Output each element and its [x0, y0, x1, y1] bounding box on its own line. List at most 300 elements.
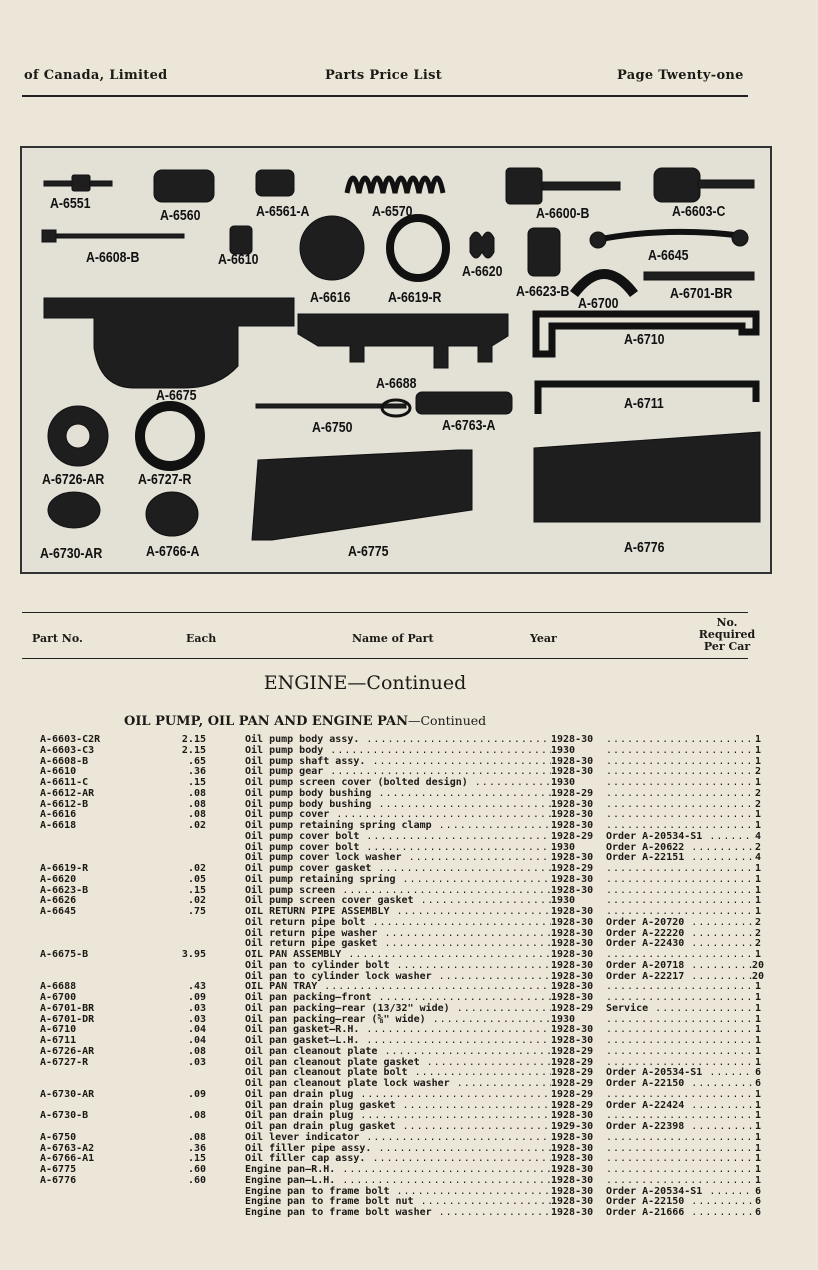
part-name: Oil pan packing—rear (⅝" wide) .....	[245, 1014, 551, 1025]
photo-label: A-6766-A	[146, 544, 200, 560]
part-number: A-6623-B	[40, 884, 89, 896]
part-number: A-6710	[40, 1024, 77, 1036]
model-year: 1928-29	[551, 1002, 594, 1014]
order-reference: Order A-20534-S1 .....	[606, 1067, 754, 1078]
quantity-required: 1	[754, 895, 762, 907]
price-each: .09	[187, 1088, 206, 1100]
order-reference	[606, 766, 754, 777]
model-year: 1928-29	[551, 863, 594, 874]
part-number: A-6612-B	[40, 798, 89, 810]
engine-pan-lh-shape	[534, 432, 760, 522]
table-row	[0, 874, 780, 885]
bushing-shape	[256, 170, 294, 196]
quantity-required: 1	[754, 1164, 762, 1175]
order-reference	[606, 799, 754, 810]
quantity-required: 1	[754, 1110, 762, 1122]
quantity-required: 1	[754, 734, 762, 745]
model-year: 1928-30	[551, 809, 594, 821]
order-reference	[606, 949, 754, 960]
table-row	[0, 852, 780, 863]
price-each: .15	[187, 884, 206, 896]
photo-label: A-6561-A	[256, 204, 310, 220]
order-reference: Order A-22424 .....	[606, 1100, 754, 1111]
model-year: 1928-30	[551, 1035, 594, 1046]
quantity-required: 6	[754, 1207, 762, 1218]
table-row	[0, 917, 780, 928]
screen-shape	[528, 228, 560, 276]
header-rule	[22, 95, 748, 97]
quantity-required: 1	[754, 1099, 762, 1111]
part-number: A-6750	[40, 1131, 77, 1143]
retaining-spring-shape	[470, 232, 494, 258]
table-row	[0, 863, 780, 874]
order-reference: Order A-20534-S1 .....	[606, 831, 754, 842]
col-year: Year	[530, 632, 557, 645]
model-year: 1928-30	[551, 884, 594, 896]
part-name: Oil pump body assy. .....	[245, 734, 551, 745]
order-reference	[606, 1132, 754, 1143]
table-row	[0, 949, 780, 960]
price-each: 2.15	[181, 744, 206, 756]
photo-label: A-6763-A	[442, 418, 496, 434]
part-name: Oil pan cleanout plate .....	[245, 1046, 551, 1057]
photo-label: A-6688	[376, 376, 417, 392]
pump-gear-shape	[230, 226, 252, 254]
table-row	[0, 928, 780, 939]
table-row	[0, 777, 780, 788]
quantity-required: 2	[754, 787, 762, 799]
part-name: Oil pump cover .....	[245, 809, 551, 820]
model-year: 1928-30	[551, 1185, 594, 1197]
part-name: Oil pump gear .....	[245, 766, 551, 777]
model-year: 1928-30	[551, 1131, 594, 1143]
front-packing-shape	[574, 274, 634, 294]
model-year: 1929-30	[551, 1121, 594, 1132]
photo-label: A-6701-BR	[670, 286, 733, 302]
col-required	[692, 617, 762, 653]
header-center: Parts Price List	[325, 68, 443, 83]
model-year: 1928-30	[551, 734, 594, 745]
subsection-continued: —Continued	[407, 713, 487, 728]
parts-photograph	[20, 146, 772, 574]
price-each: .65	[187, 755, 206, 767]
table-row	[0, 1196, 780, 1207]
cleanout-plate-hole-shape	[66, 424, 90, 448]
quantity-required: 2	[754, 798, 762, 810]
table-row	[0, 906, 780, 917]
table-row	[0, 1153, 780, 1164]
quantity-required: 4	[754, 830, 762, 842]
part-name: Engine pan to frame bolt .....	[245, 1186, 551, 1197]
table-header-rule	[22, 658, 748, 659]
quantity-required: 1	[754, 744, 762, 756]
model-year: 1928-30	[551, 1207, 594, 1218]
quantity-required: 2	[754, 916, 762, 928]
price-each: .15	[187, 1153, 206, 1165]
photo-label: A-6570	[372, 204, 413, 220]
quantity-required: 2	[754, 938, 762, 950]
table-row	[0, 971, 780, 982]
filler-pipe-shape	[416, 392, 512, 414]
shaft-b-end-shape	[42, 230, 56, 242]
quantity-required: 20	[751, 959, 765, 971]
table-row	[0, 1089, 780, 1100]
table-row	[0, 992, 780, 1003]
model-year: 1928-30	[551, 959, 594, 971]
part-name: Oil pump cover lock washer .....	[245, 852, 551, 863]
price-each: .75	[187, 906, 206, 917]
order-reference: Order A-22430 .....	[606, 938, 754, 949]
price-each: .08	[187, 1131, 206, 1143]
part-name: Oil pan packing—front .....	[245, 992, 551, 1003]
order-reference	[606, 863, 754, 874]
order-reference: Service .....	[606, 1003, 754, 1014]
pump-body-c-shaft-shape	[698, 180, 754, 188]
rear-packing-shape	[644, 272, 754, 280]
price-each: .36	[187, 1142, 206, 1154]
quantity-required: 1	[754, 981, 762, 993]
photo-label: A-6645	[648, 248, 689, 264]
part-name: OIL RETURN PIPE ASSEMBLY .....	[245, 906, 551, 917]
return-pipe-shape	[596, 232, 744, 240]
order-reference	[606, 906, 754, 917]
quantity-required: 6	[754, 1078, 762, 1089]
part-number: A-6610	[40, 766, 77, 778]
order-reference: Order A-22151 .....	[606, 852, 754, 863]
part-number: A-6730-B	[40, 1110, 89, 1122]
order-reference	[606, 1035, 754, 1046]
part-name: Oil pump cover gasket .....	[245, 863, 551, 874]
order-reference	[606, 745, 754, 756]
model-year: 1928-29	[551, 1088, 594, 1100]
photo-label: A-6710	[624, 332, 665, 348]
price-each: .36	[187, 766, 206, 778]
part-name: Oil pump screen cover gasket .....	[245, 895, 551, 906]
part-number: A-6711	[40, 1035, 77, 1046]
order-reference	[606, 1024, 754, 1035]
table-row	[0, 799, 780, 810]
part-name: Engine pan—L.H. .....	[245, 1175, 551, 1186]
quantity-required: 1	[754, 1035, 762, 1046]
quantity-required: 1	[754, 1088, 762, 1100]
part-name: Oil pump screen .....	[245, 885, 551, 896]
part-name: Oil pan cleanout plate bolt .....	[245, 1067, 551, 1078]
price-each: .08	[187, 1045, 206, 1057]
model-year: 1928-29	[551, 1078, 594, 1089]
order-reference: Order A-22150 .....	[606, 1196, 754, 1207]
price-each: .08	[187, 1110, 206, 1122]
pipe-end-shape-2	[732, 230, 748, 246]
part-name: Oil pump cover bolt .....	[245, 831, 551, 842]
part-name: Oil pan cleanout plate lock washer .....	[245, 1078, 551, 1089]
photo-label: A-6619-R	[388, 290, 442, 306]
table-row	[0, 1024, 780, 1035]
model-year: 1928-29	[551, 1099, 594, 1111]
quantity-required: 6	[754, 1185, 762, 1197]
table-row	[0, 1186, 780, 1197]
price-each: .09	[187, 992, 206, 1003]
header-right: Page Twenty-one	[617, 68, 744, 83]
spring-shape	[347, 178, 443, 193]
pump-assy-shape	[506, 168, 542, 204]
table-row	[0, 1132, 780, 1143]
part-number: A-6611-C	[40, 777, 89, 788]
price-each: .08	[187, 787, 206, 799]
order-reference: Order A-20622 .....	[606, 842, 754, 853]
col-each: Each	[186, 632, 217, 645]
part-number: A-6626	[40, 895, 77, 907]
model-year: 1928-30	[551, 1174, 594, 1186]
order-reference: Order A-20718 .....	[606, 960, 754, 971]
price-each: .15	[187, 777, 206, 788]
pipe-end-shape	[590, 232, 606, 248]
part-name: Oil pump shaft assy. .....	[245, 756, 551, 767]
part-name: Oil pan gasket—L.H. .....	[245, 1035, 551, 1046]
order-reference: Order A-22220 .....	[606, 928, 754, 939]
part-name: Oil pan drain plug gasket .....	[245, 1121, 551, 1132]
price-each: .05	[187, 873, 206, 885]
model-year: 1928-30	[551, 992, 594, 1003]
price-each: .03	[187, 1056, 206, 1068]
order-reference	[606, 885, 754, 896]
part-number: A-6645	[40, 906, 77, 917]
quantity-required: 1	[754, 863, 762, 874]
table-row	[0, 820, 780, 831]
quantity-required: 1	[754, 1056, 762, 1068]
model-year: 1928-30	[551, 1142, 594, 1154]
order-reference	[606, 1046, 754, 1057]
photo-label: A-6603-C	[672, 204, 726, 220]
table-row	[0, 1003, 780, 1014]
quantity-required: 1	[754, 1045, 762, 1057]
part-name: OIL PAN ASSEMBLY .....	[245, 949, 551, 960]
part-number: A-6775	[40, 1164, 77, 1175]
order-reference	[606, 992, 754, 1003]
model-year: 1928-30	[551, 798, 594, 810]
part-number: A-6776	[40, 1174, 77, 1186]
table-row	[0, 734, 780, 745]
price-each: .04	[187, 1035, 206, 1046]
engine-pan-rh-shape	[252, 450, 472, 540]
part-name: Oil pan drain plug .....	[245, 1110, 551, 1121]
model-year: 1928-29	[551, 1056, 594, 1068]
part-name: Oil return pipe bolt .....	[245, 917, 551, 928]
photo-label: A-6726-AR	[42, 472, 105, 488]
part-name: Oil pump body bushing .....	[245, 799, 551, 810]
cleanout-gasket-shape	[140, 406, 200, 466]
photo-label: A-6560	[160, 208, 201, 224]
model-year: 1928-30	[551, 981, 594, 993]
part-name: Oil pan drain plug gasket .....	[245, 1100, 551, 1111]
order-reference	[606, 874, 754, 885]
quantity-required: 2	[754, 927, 762, 939]
part-name: OIL PAN TRAY .....	[245, 981, 551, 992]
quantity-required: 1	[754, 1131, 762, 1143]
part-number: A-6726-AR	[40, 1045, 95, 1057]
header-left: of Canada, Limited	[24, 68, 168, 83]
quantity-required: 2	[754, 766, 762, 778]
col-name: Name of Part	[352, 632, 434, 645]
price-each: .08	[187, 798, 206, 810]
photo-label: A-6600-B	[536, 206, 590, 222]
order-reference	[606, 981, 754, 992]
cover-disc-shape	[300, 216, 364, 280]
filler-cap-shape	[146, 492, 198, 536]
quantity-required: 1	[754, 949, 762, 960]
price-each: .03	[187, 1013, 206, 1025]
table-row	[0, 1110, 780, 1121]
pump-body-shape	[154, 170, 214, 202]
quantity-required: 6	[754, 1196, 762, 1208]
price-each: .02	[187, 820, 206, 831]
quantity-required: 1	[754, 1002, 762, 1014]
table-row	[0, 1035, 780, 1046]
photo-label: A-6675	[156, 388, 197, 404]
drain-plug-shape	[48, 492, 100, 528]
table-row	[0, 1121, 780, 1132]
gear-shape	[72, 175, 90, 191]
model-year: 1930	[551, 1013, 576, 1025]
quantity-required: 6	[754, 1067, 762, 1079]
photo-label: A-6776	[624, 540, 665, 556]
oil-pan-shape	[44, 298, 294, 388]
col-required-line1: No.	[716, 616, 738, 629]
model-year: 1930	[551, 777, 576, 788]
table-row	[0, 1014, 780, 1025]
model-year: 1928-30	[551, 755, 594, 767]
order-reference	[606, 820, 754, 831]
photo-label: A-6727-R	[138, 472, 192, 488]
order-reference	[606, 1014, 754, 1025]
quantity-required: 1	[754, 992, 762, 1003]
quantity-required: 1	[754, 1142, 762, 1154]
part-number: A-6727-R	[40, 1056, 89, 1068]
photo-label: A-6620	[462, 264, 503, 280]
price-each: .03	[187, 1002, 206, 1014]
part-name: Engine pan to frame bolt washer .....	[245, 1207, 551, 1218]
table-row	[0, 885, 780, 896]
part-name: Oil pan packing—rear (13/32" wide) .....	[245, 1003, 551, 1014]
table-row	[0, 831, 780, 842]
quantity-required: 1	[754, 884, 762, 896]
price-each: .08	[187, 809, 206, 821]
part-number: A-6688	[40, 981, 77, 993]
model-year: 1928-30	[551, 1153, 594, 1165]
model-year: 1928-29	[551, 830, 594, 842]
part-number: A-6612-AR	[40, 787, 95, 799]
photo-label: A-6623-B	[516, 284, 570, 300]
order-reference	[606, 1153, 754, 1164]
table-row	[0, 895, 780, 906]
order-reference	[606, 895, 754, 906]
part-number: A-6616	[40, 809, 77, 821]
price-each: 3.95	[181, 949, 206, 960]
model-year: 1930	[551, 744, 576, 756]
photo-label: A-6711	[624, 396, 664, 412]
quantity-required: 1	[754, 1121, 762, 1132]
model-year: 1928-29	[551, 787, 594, 799]
order-reference	[606, 1143, 754, 1154]
model-year: 1928-30	[551, 938, 594, 950]
order-reference: Order A-22150 .....	[606, 1078, 754, 1089]
table-top-rule	[22, 612, 748, 613]
price-each: .02	[187, 863, 206, 874]
part-number: A-6608-B	[40, 755, 89, 767]
table-row	[0, 1078, 780, 1089]
part-number: A-6763-A2	[40, 1142, 95, 1154]
pump-body-c-shape	[654, 168, 700, 202]
table-row	[0, 1067, 780, 1078]
photo-label: A-6775	[348, 544, 389, 560]
model-year: 1928-30	[551, 1110, 594, 1122]
part-name: Oil filler cap assy. .....	[245, 1153, 551, 1164]
part-name: Oil return pipe gasket .....	[245, 938, 551, 949]
quantity-required: 1	[754, 1024, 762, 1036]
oil-pan-tray-shape	[298, 314, 508, 368]
part-number: A-6701-DR	[40, 1013, 95, 1025]
col-required-line2: Required	[698, 628, 756, 641]
table-row	[0, 960, 780, 971]
part-name: Oil pan to cylinder lock washer .....	[245, 971, 551, 982]
part-number: A-6603-C2R	[40, 734, 101, 745]
quantity-required: 1	[754, 755, 762, 767]
table-row	[0, 842, 780, 853]
model-year: 1928-30	[551, 852, 594, 864]
part-number: A-6766-A1	[40, 1153, 95, 1165]
quantity-required: 1	[754, 906, 762, 917]
part-name: Oil pan to cylinder bolt .....	[245, 960, 551, 971]
photo-label: A-6608-B	[86, 250, 140, 266]
photo-label: A-6730-AR	[40, 546, 103, 562]
order-reference: Order A-20720 .....	[606, 917, 754, 928]
quantity-required: 20	[751, 970, 765, 982]
quantity-required: 1	[754, 809, 762, 821]
model-year: 1928-30	[551, 970, 594, 982]
model-year: 1928-29	[551, 1067, 594, 1079]
part-name: Oil filler pipe assy. .....	[245, 1143, 551, 1154]
table-row	[0, 1057, 780, 1068]
part-number: A-6618	[40, 820, 77, 831]
section-title: ENGINE—Continued	[263, 672, 467, 694]
part-name: Engine pan—R.H. .....	[245, 1164, 551, 1175]
part-number: A-6701-BR	[40, 1002, 95, 1014]
table-row	[0, 1143, 780, 1154]
model-year: 1930	[551, 841, 576, 853]
part-name: Engine pan to frame bolt nut .....	[245, 1196, 551, 1207]
price-each: .60	[187, 1164, 206, 1175]
pump-shaft-shape	[542, 182, 620, 190]
col-part-no: Part No.	[32, 632, 83, 645]
part-number: A-6603-C3	[40, 744, 95, 756]
part-name: Oil pan drain plug .....	[245, 1089, 551, 1100]
shaft-b-shape	[44, 234, 184, 238]
order-reference	[606, 1110, 754, 1121]
quantity-required: 1	[754, 820, 762, 831]
table-row	[0, 1046, 780, 1057]
table-row	[0, 766, 780, 777]
part-number: A-6730-AR	[40, 1088, 95, 1100]
model-year: 1930	[551, 895, 576, 907]
order-reference: Order A-20534-S1 .....	[606, 1186, 754, 1197]
quantity-required: 1	[754, 1174, 762, 1186]
part-name: Oil pump retaining spring .....	[245, 874, 551, 885]
part-number: A-6700	[40, 992, 77, 1003]
quantity-required: 1	[754, 1013, 762, 1025]
order-reference: Order A-21666 .....	[606, 1207, 754, 1218]
order-reference	[606, 1057, 754, 1068]
part-name: Oil lever indicator .....	[245, 1132, 551, 1143]
table-row	[0, 1175, 780, 1186]
